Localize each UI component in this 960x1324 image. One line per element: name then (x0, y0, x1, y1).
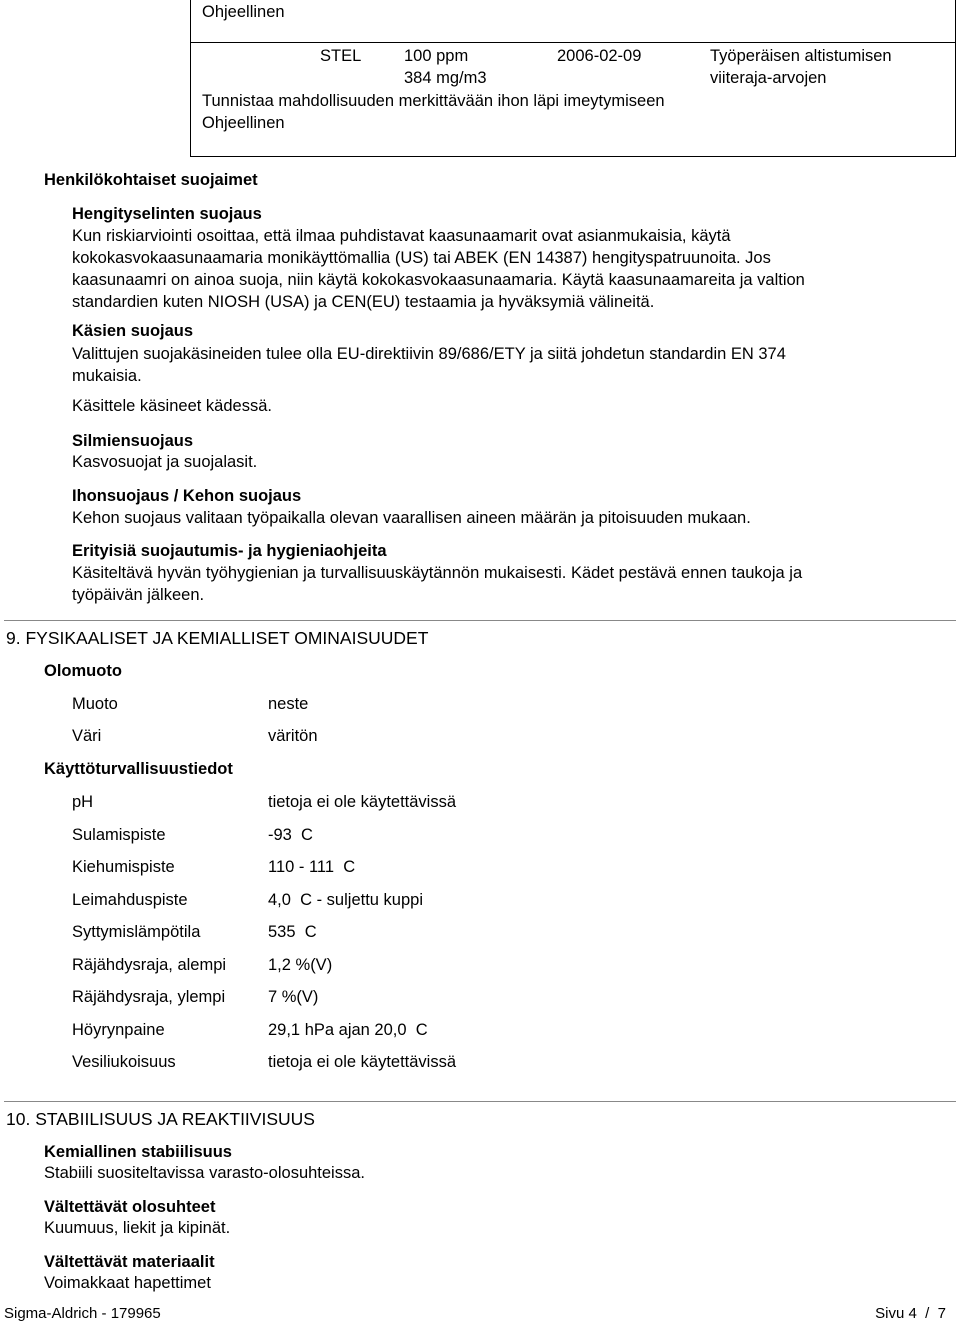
property-value: tietoja ei ole käytettävissä (268, 793, 457, 811)
property-label: Kiehumispiste (72, 858, 175, 876)
property-label: Räjähdysraja, ylempi (72, 988, 226, 1006)
respiratory-text (72, 225, 922, 313)
property-value: neste (268, 695, 309, 713)
hand-protection-text (72, 343, 922, 387)
property-label: Leimahduspiste (72, 891, 188, 909)
property-value: -93 C (268, 826, 313, 844)
table-cell-type: STEL (320, 47, 362, 65)
form-title: Olomuoto (44, 662, 122, 680)
property-value: 4,0 C - suljettu kuppi (268, 891, 423, 909)
property-label: Vesiliukoisuus (72, 1053, 176, 1071)
respiratory-line: kokokasvokaasunaamaria monikäyttömallia (US) tai ABEK (EN 14387) hengityspatruunoita. Jos (72, 249, 771, 267)
respiratory-line: kaasunaamri on ainoa suoja, niin käytä kokokasvokaasunaamaria. Käytä kaasunaamareita ja valtion (72, 271, 805, 289)
table-cell-row1: Ohjeellinen (202, 3, 285, 21)
property-value: väritön (268, 727, 318, 745)
avoid-materials-title: Vältettävät materiaalit (44, 1253, 215, 1271)
table-row-divider (190, 42, 956, 43)
table-border-bottom (190, 156, 956, 157)
respiratory-line: standardien kuten NIOSH (USA) ja CEN(EU) testaamia ja hyväksymiä välineitä. (72, 293, 655, 311)
eye-protection-title: Silmiensuojaus (72, 432, 194, 450)
hygiene-text (72, 562, 922, 606)
skin-protection-text: Kehon suojaus valitaan työpaikalla olevan vaarallisen aineen määrän ja pitoisuuden mukaan. (72, 509, 751, 527)
eye-protection-text: Kasvosuojat ja suojalasit. (72, 453, 258, 471)
avoid-materials-text: Voimakkaat hapettimet (44, 1274, 211, 1292)
property-label: Sulamispiste (72, 826, 166, 844)
ppe-title: Henkilökohtaiset suojaimet (44, 171, 258, 189)
hand-protection-line: mukaisia. (72, 367, 142, 385)
property-label: Väri (72, 727, 102, 745)
hand-protection-note: Käsittele käsineet kädessä. (72, 397, 272, 415)
safety-data-title: Käyttöturvallisuustiedot (44, 760, 233, 778)
table-cell-basis-line1: Työperäisen altistumisen (710, 47, 892, 65)
skin-protection-title: Ihonsuojaus / Kehon suojaus (72, 487, 302, 505)
avoid-conditions-text: Kuumuus, liekit ja kipinät. (44, 1219, 231, 1237)
table-cell-value-mg: 384 mg/m3 (404, 69, 487, 87)
property-value: 110 - 111 C (268, 858, 356, 876)
property-label: Syttymislämpötila (72, 923, 201, 941)
footer-right: Sivu 4 / 7 (875, 1305, 946, 1322)
section10-rule (4, 1101, 956, 1102)
hygiene-line: työpäivän jälkeen. (72, 586, 205, 604)
section9-title: 9. FYSIKAALISET JA KEMIALLISET OMINAISUUDET (6, 628, 429, 648)
respiratory-title: Hengityselinten suojaus (72, 205, 262, 223)
stability-text: Stabiili suositeltavissa varasto-olosuhteissa. (44, 1164, 365, 1182)
avoid-conditions-title: Vältettävät olosuhteet (44, 1198, 216, 1216)
property-value: 29,1 hPa ajan 20,0 C (268, 1021, 428, 1039)
table-cell-basis-line2: viiteraja-arvojen (710, 69, 827, 87)
property-label: Höyrynpaine (72, 1021, 165, 1039)
stability-title: Kemiallinen stabiilisuus (44, 1143, 232, 1161)
property-value: 7 %(V) (268, 988, 319, 1006)
footer-left: Sigma-Aldrich - 179965 (4, 1305, 161, 1322)
table-cell-remark1: Tunnistaa mahdollisuuden merkittävään ihon läpi imeytymiseen (202, 92, 665, 110)
table-border-right (955, 0, 956, 157)
hand-protection-line: Valittujen suojakäsineiden tulee olla EU-direktiivin 89/686/ETY ja siitä johdetun standardin EN 374 (72, 345, 786, 363)
table-cell-date: 2006-02-09 (557, 47, 642, 65)
hygiene-line: Käsiteltävä hyvän työhygienian ja turvallisuuskäytännön mukaisesti. Kädet pestävä ennen taukoja ja (72, 564, 803, 582)
property-value: 535 C (268, 923, 317, 941)
table-cell-remark2: Ohjeellinen (202, 114, 285, 132)
property-label: Muoto (72, 695, 118, 713)
table-cell-value-ppm: 100 ppm (404, 47, 469, 65)
table-border-left (190, 0, 191, 157)
property-value: 1,2 %(V) (268, 956, 333, 974)
hygiene-title: Erityisiä suojautumis- ja hygieniaohjeita (72, 542, 387, 560)
respiratory-line: Kun riskiarviointi osoittaa, että ilmaa puhdistavat kaasunaamarit ovat asianmukaisia, käytä (72, 227, 731, 245)
section10-title: 10. STABIILISUUS JA REAKTIIVISUUS (6, 1109, 315, 1129)
property-value: tietoja ei ole käytettävissä (268, 1053, 457, 1071)
property-label: Räjähdysraja, alempi (72, 956, 227, 974)
hand-protection-title: Käsien suojaus (72, 322, 194, 340)
section9-rule (4, 620, 956, 621)
property-label: pH (72, 793, 94, 811)
